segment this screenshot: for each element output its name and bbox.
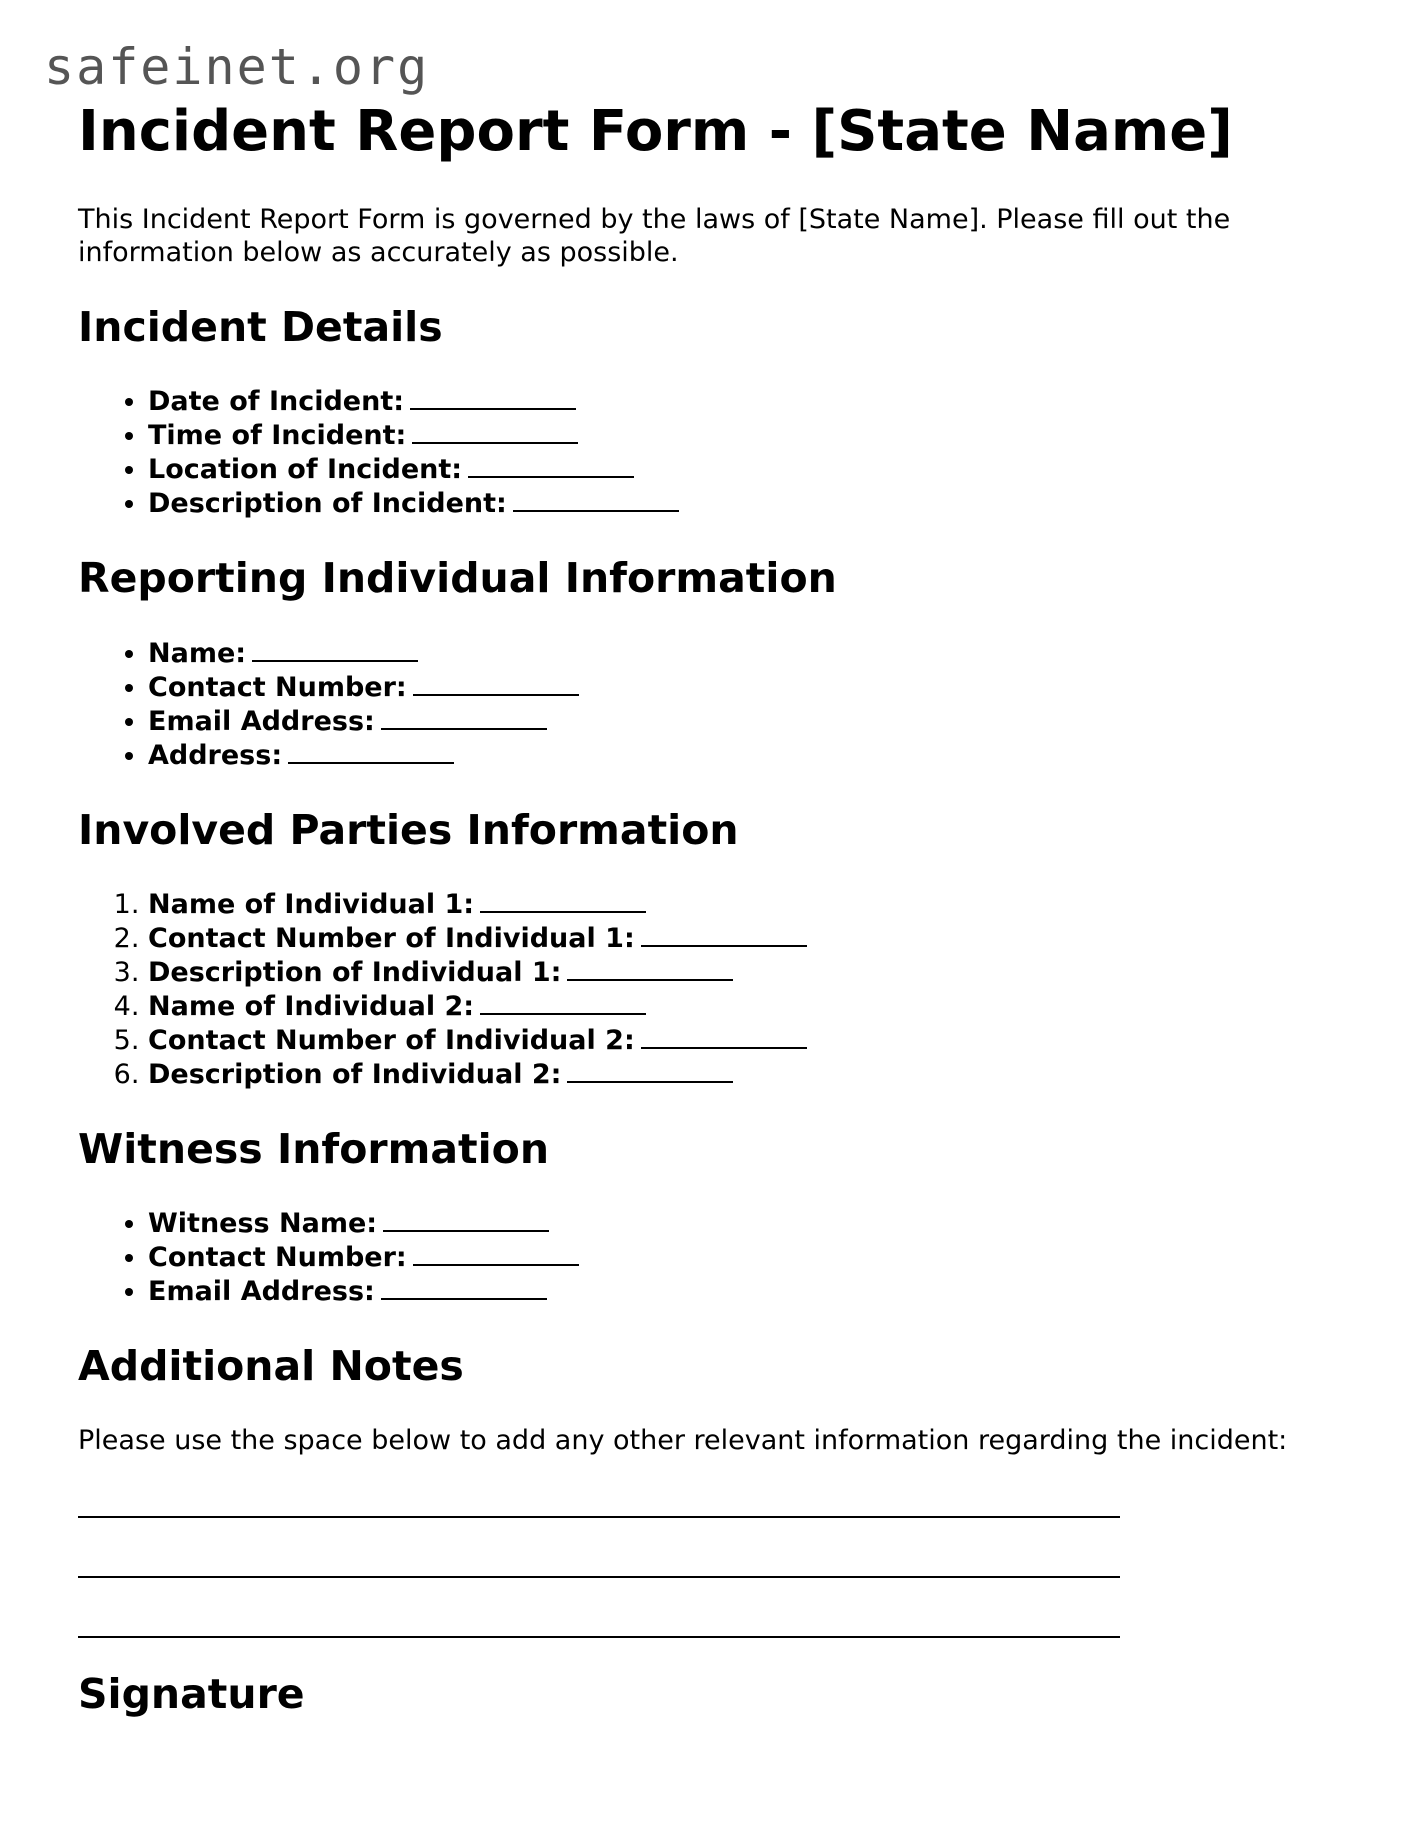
blank-field[interactable] xyxy=(641,921,807,947)
additional-notes-instructions: Please use the space below to add any other relevant information regarding the incident: xyxy=(78,1424,1288,1456)
reporting-individual-heading: Reporting Individual Information xyxy=(78,554,837,603)
field-label: Date of Incident: xyxy=(148,386,405,418)
blank-field[interactable] xyxy=(641,1023,807,1049)
blank-field[interactable] xyxy=(381,704,547,730)
list-item xyxy=(148,738,1338,772)
list-item xyxy=(148,1023,1338,1057)
additional-notes-heading: Additional Notes xyxy=(78,1342,464,1391)
field-label: Email Address: xyxy=(148,705,375,737)
intro-paragraph: This Incident Report Form is governed by the laws of [State Name]. Please fill out the information below as accurately as possible. xyxy=(78,204,1231,269)
blank-field[interactable] xyxy=(412,418,578,444)
blank-field[interactable] xyxy=(480,989,646,1015)
witness-heading: Witness Information xyxy=(78,1125,550,1174)
list-item xyxy=(148,887,1338,921)
field-label: Description of Incident: xyxy=(148,488,507,520)
incident-details-heading: Incident Details xyxy=(78,303,443,352)
field-label: Contact Number of Individual 1: xyxy=(148,923,635,955)
field-label: Name of Individual 2: xyxy=(148,991,475,1023)
list-item xyxy=(148,704,1338,738)
list-item xyxy=(148,1240,1338,1274)
blank-field[interactable] xyxy=(513,486,679,512)
list-item xyxy=(148,418,1338,452)
watermark: safeinet.org xyxy=(44,38,430,96)
blank-field[interactable] xyxy=(567,955,733,981)
notes-line[interactable] xyxy=(78,1576,1120,1578)
list-item xyxy=(148,1274,1338,1308)
field-label: Address: xyxy=(148,739,283,771)
field-label: Name of Individual 1: xyxy=(148,889,475,921)
blank-field[interactable] xyxy=(480,887,646,913)
list-item xyxy=(148,989,1338,1023)
blank-field[interactable] xyxy=(567,1057,733,1083)
page-title: Incident Report Form - [State Name] xyxy=(78,99,1233,164)
list-item xyxy=(148,1206,1338,1240)
field-label: Contact Number: xyxy=(148,1242,407,1274)
field-label: Contact Number of Individual 2: xyxy=(148,1025,635,1057)
list-item xyxy=(148,384,1338,418)
field-label: Description of Individual 2: xyxy=(148,1059,562,1091)
notes-line[interactable] xyxy=(78,1636,1120,1638)
document-page xyxy=(78,98,1338,1721)
blank-field[interactable] xyxy=(383,1206,549,1232)
field-label: Description of Individual 1: xyxy=(148,957,562,989)
blank-field[interactable] xyxy=(413,670,579,696)
witness-list xyxy=(78,1206,1338,1308)
blank-field[interactable] xyxy=(413,1240,579,1266)
field-label: Contact Number: xyxy=(148,671,407,703)
involved-parties-heading: Involved Parties Information xyxy=(78,805,739,854)
field-label: Name: xyxy=(148,637,247,669)
signature-heading: Signature xyxy=(78,1669,305,1718)
involved-parties-list xyxy=(78,887,1338,1091)
field-label: Time of Incident: xyxy=(148,420,407,452)
reporting-individual-list xyxy=(78,636,1338,772)
incident-details-list xyxy=(78,384,1338,520)
field-label: Witness Name: xyxy=(148,1208,378,1240)
field-label: Email Address: xyxy=(148,1276,375,1308)
list-item xyxy=(148,670,1338,704)
list-item xyxy=(148,921,1338,955)
blank-field[interactable] xyxy=(252,636,418,662)
notes-line[interactable] xyxy=(78,1516,1120,1518)
list-item xyxy=(148,955,1338,989)
list-item xyxy=(148,452,1338,486)
blank-field[interactable] xyxy=(468,452,634,478)
blank-field[interactable] xyxy=(288,738,454,764)
field-label: Location of Incident: xyxy=(148,454,463,486)
list-item xyxy=(148,1057,1338,1091)
list-item xyxy=(148,636,1338,670)
blank-field[interactable] xyxy=(381,1274,547,1300)
blank-field[interactable] xyxy=(410,384,576,410)
list-item xyxy=(148,486,1338,520)
